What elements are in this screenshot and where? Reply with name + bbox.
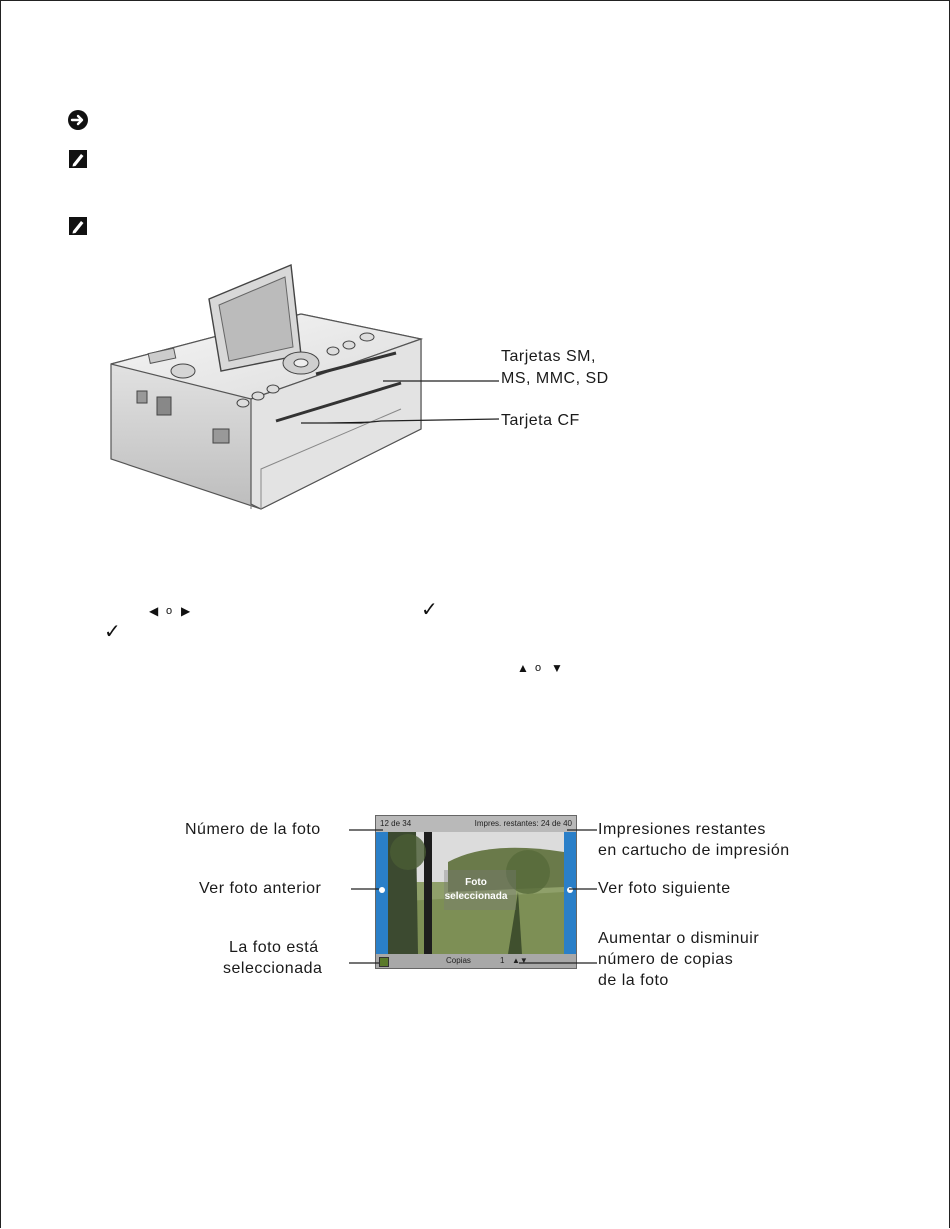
copies-label: Copias bbox=[446, 956, 471, 965]
remaining-prints: Impres. restantes: 24 de 40 bbox=[474, 819, 572, 828]
check-button-icon: ✓ bbox=[421, 599, 438, 621]
selected-label-line2: seleccionada bbox=[223, 960, 323, 977]
note-icon bbox=[67, 215, 89, 237]
check-button-icon: ✓ bbox=[104, 621, 121, 643]
callout-cf-card: Tarjeta CF bbox=[501, 412, 580, 429]
photo-count: 12 de 34 bbox=[380, 819, 412, 828]
or-text: o bbox=[535, 662, 542, 674]
copies-value: 1 bbox=[500, 956, 505, 965]
callout-sm-cards-line2: MS, MMC, SD bbox=[501, 370, 609, 387]
selected-label: La foto está bbox=[229, 939, 319, 956]
copies-callout-line3: de la foto bbox=[598, 972, 669, 989]
copies-callout-line2: número de copias bbox=[598, 951, 734, 968]
remaining-prints-label-line2: en cartucho de impresión bbox=[598, 842, 790, 859]
remaining-prints-label: Impresiones restantes bbox=[598, 821, 766, 838]
copies-callout: Aumentar o disminuir bbox=[598, 930, 760, 947]
down-arrow-icon: ▼ bbox=[551, 661, 563, 675]
callout-sm-cards: Tarjetas SM, bbox=[501, 348, 596, 365]
prev-photo-label: Ver foto anterior bbox=[199, 880, 322, 897]
copies-arrows-icon: ▲▼ bbox=[512, 956, 528, 965]
photo-overlay: Foto seleccionada bbox=[444, 877, 508, 902]
up-arrow-icon: ▲ bbox=[517, 661, 529, 675]
lcd-callout-lines bbox=[341, 821, 611, 971]
callout-lines bbox=[301, 371, 501, 431]
left-arrow-icon: ◀ bbox=[149, 604, 159, 618]
notice-icon bbox=[67, 109, 89, 131]
note-icon bbox=[67, 148, 89, 170]
next-photo-label: Ver foto siguiente bbox=[598, 880, 731, 897]
right-arrow-icon: ▶ bbox=[181, 604, 191, 618]
or-text: o bbox=[166, 605, 173, 617]
photo-number-label: Número de la foto bbox=[185, 821, 321, 838]
